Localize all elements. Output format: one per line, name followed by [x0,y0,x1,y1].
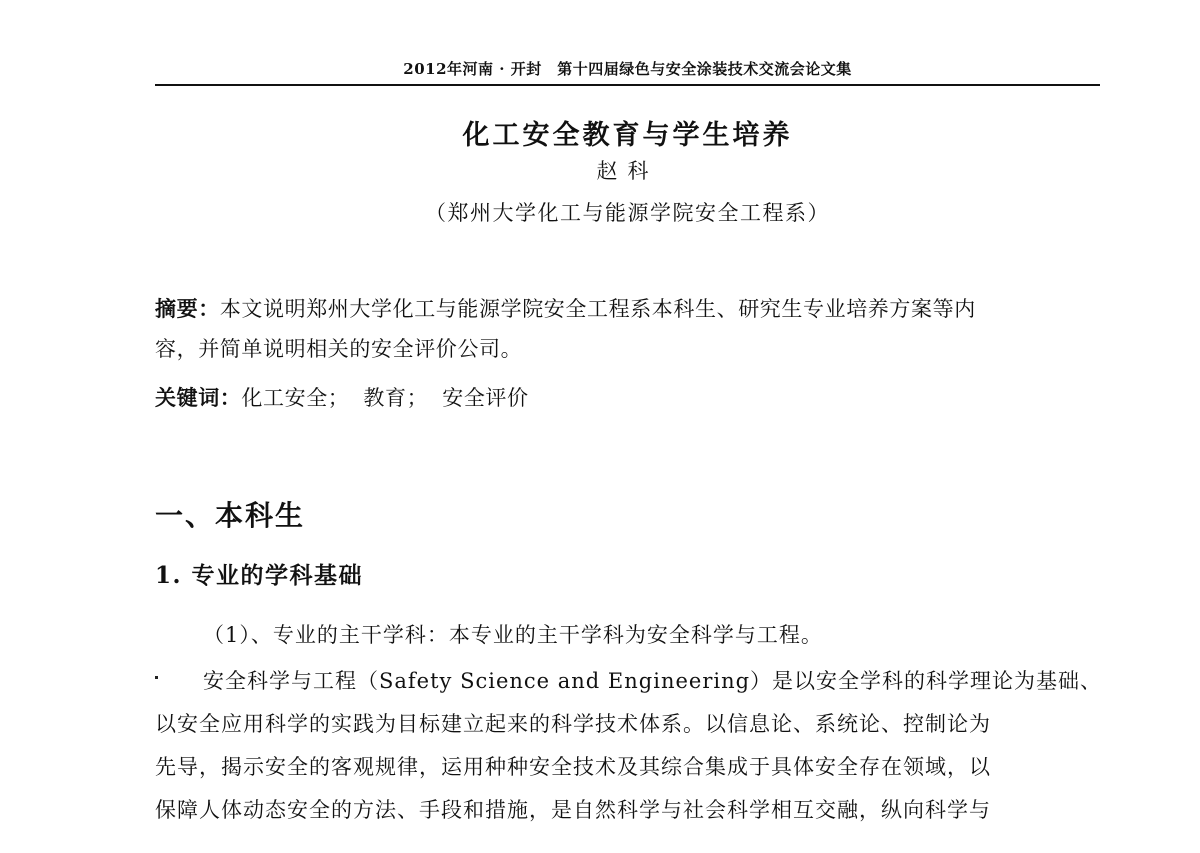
section-heading: 一、本科生 [155,499,306,532]
paragraph-line: 安全科学与工程（Safety Science and Engineering）是以安全学科的科学理论为基础、 [203,669,1103,693]
abstract-line-1 [155,289,1100,329]
keywords [155,378,1100,418]
body-paragraph [155,660,1103,832]
keyword-2: 教育； [363,386,429,410]
paragraph-line: 以安全应用科学的实践为目标建立起来的科学技术体系。以信息论、系统论、控制论为 [155,712,991,736]
abstract-label: 摘要： [155,296,220,321]
header-rule [155,84,1100,86]
paper-title: 化工安全教育与学生培养 [462,120,793,151]
running-header: 2012年河南 · 开封 第十四届绿色与安全涂装技术交流会论文集 [403,60,852,78]
keyword-3: 安全评价 [442,386,529,410]
keyword-1: 化工安全； [241,386,350,410]
paragraph-line: 保障人体动态安全的方法、手段和措施，是自然科学与社会科学相互交融，纵向科学与 [155,798,991,822]
item-main-discipline: （1）、专业的主干学科：本专业的主干学科为安全科学与工程。 [203,623,823,647]
author-name: 赵科 [596,159,659,183]
subsection-heading: 1. 专业的学科基础 [155,562,364,589]
author-affiliation: （郑州大学化工与能源学院安全工程系） [425,201,830,225]
abstract [155,289,1100,369]
keywords-label: 关键词： [155,385,242,410]
abstract-text-1: 本文说明郑州大学化工与能源学院安全工程系本科生、研究生专业培养方案等内 [219,297,976,321]
abstract-line-2: 容，并简单说明相关的安全评价公司。 [155,337,523,361]
paragraph-line: 先导，揭示安全的客观规律，运用种种安全技术及其综合集成于具体安全存在领域，以 [155,755,991,779]
